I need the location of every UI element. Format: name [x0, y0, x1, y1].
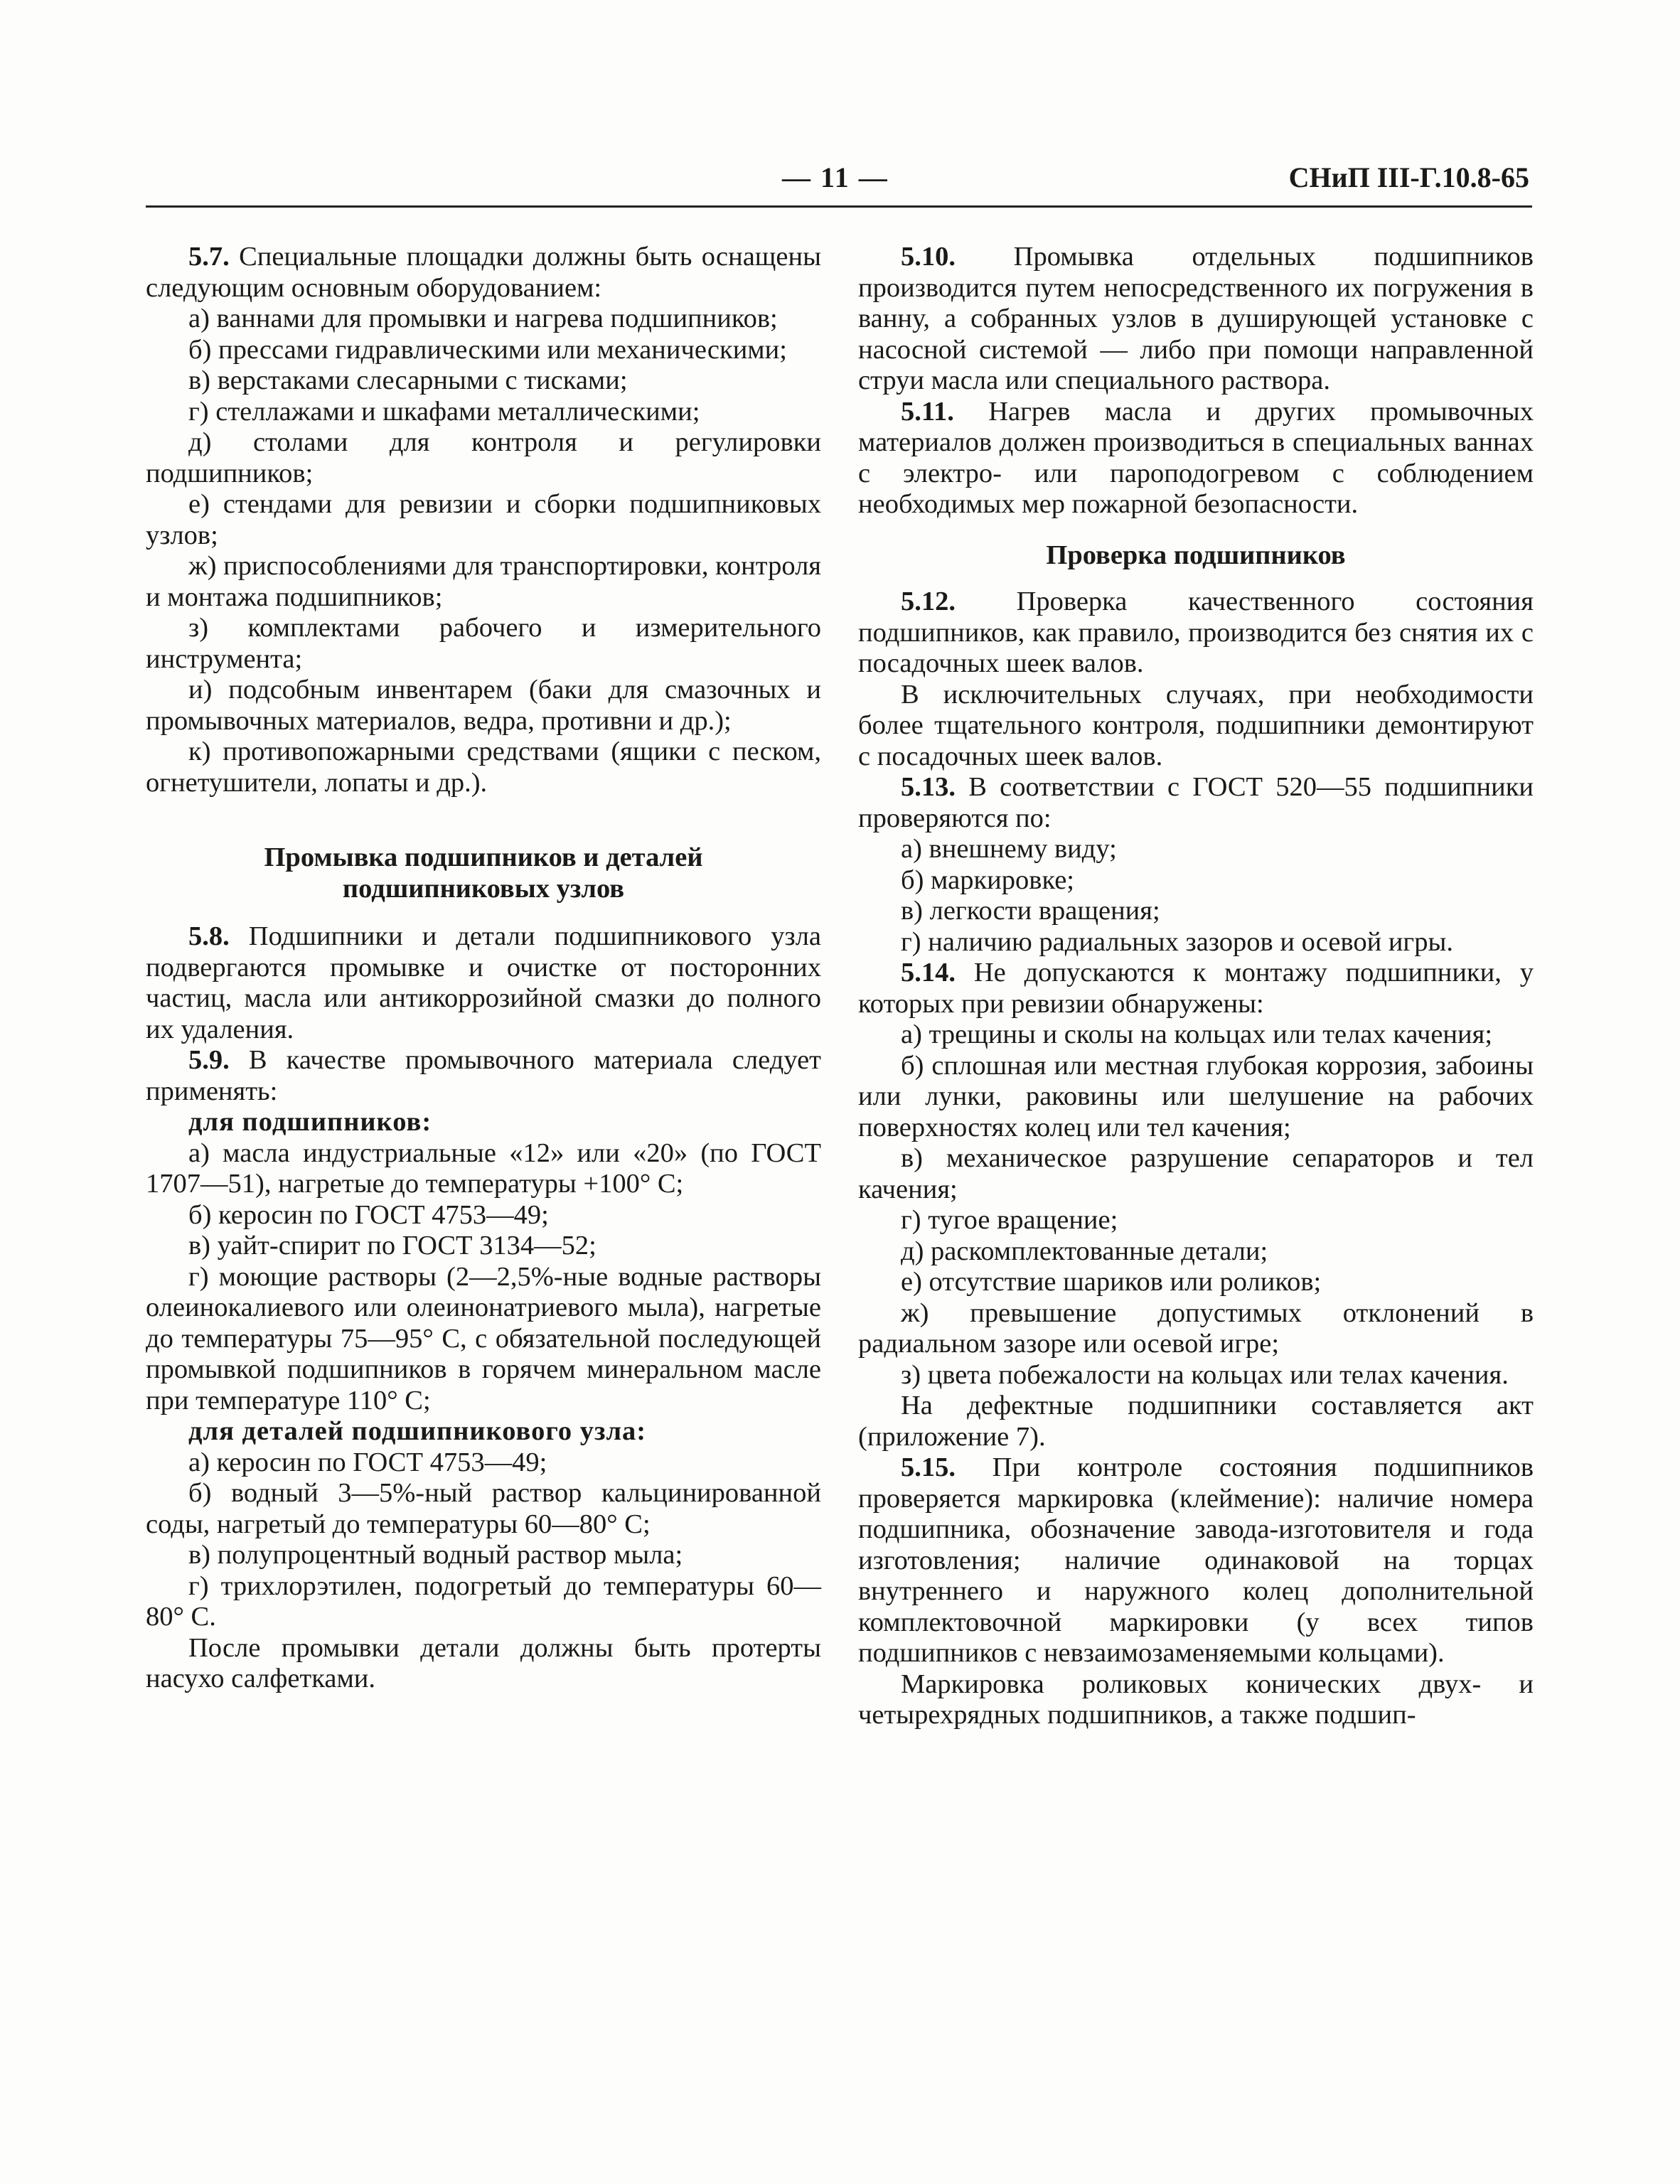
section-heading-washing: Промывка подшипников и деталей подшипниковых узлов	[264, 842, 703, 904]
clause-5-14	[858, 958, 1534, 1019]
clause-text: При контроле состояния подшипников проверяется маркировка (клеймение): наличие номера подшипника, обозначение завода-изготовителя и года изготовления; наличие одинаковой на торцах внутреннего и наружного колец дополнительной комплектовочной маркировки (у всех типов подшипников с невзаимозаменяемыми кольцами).	[858, 1452, 1534, 1668]
clause-text: Не допускаются к монтажу подшипники, у которых при ревизии обнаружены:	[858, 958, 1534, 1019]
list-item: г) наличию радиальных зазоров и осевой игры.	[901, 926, 1453, 957]
list-item: б) прессами гидравлическими или механическими;	[188, 334, 787, 365]
list-item: и) подсобным инвентарем (баки для смазочных и промывочных материалов, ведра, противни и др.);	[146, 675, 821, 736]
list-item: б) водный 3—5%-ный раствор кальцинированной соды, нагретый до температуры 60—80° С;	[146, 1478, 821, 1539]
list-item: а) масла индустриальные «12» или «20» (по ГОСТ 1707—51), нагретые до температуры +100° С;	[146, 1138, 821, 1199]
clause-5-12	[858, 587, 1534, 680]
list-item: ж) превышение допустимых отклонений в радиальном зазоре или осевой игре;	[858, 1297, 1534, 1359]
list-item: а) внешнему виду;	[901, 834, 1117, 864]
clause-5-11	[858, 397, 1534, 520]
clause-5-10	[858, 242, 1534, 397]
clause-number: 5.12.	[901, 587, 956, 616]
paragraph: В исключительных случаях, при необходимости более тщательного контроля, подшипники демонтируют с посадочных шеек валов.	[858, 679, 1534, 771]
list-item: а) трещины и сколы на кольцах или телах качения;	[901, 1019, 1493, 1049]
list-item: д) раскомплектованные детали;	[901, 1236, 1268, 1266]
clause-number: 5.8.	[188, 921, 230, 951]
list-item: к) противопожарными средствами (ящики с песком, огнетушители, лопаты и др.).	[146, 737, 821, 798]
left-column	[146, 242, 821, 1695]
clause-text: Подшипники и детали подшипникового узла подвергаются промывке и очистке от посторонних частиц, масла или антикоррозийной смазки до полного их удаления.	[146, 921, 821, 1044]
clause-number: 5.11.	[901, 396, 954, 427]
list-item: в) уайт-спирит по ГОСТ 3134—52;	[188, 1231, 596, 1260]
list-item: д) столами для контроля и регулировки подшипников;	[146, 427, 821, 488]
sublist-label-bearings: для подшипников:	[188, 1107, 432, 1137]
clause-5-7	[146, 242, 821, 304]
clause-5-13	[858, 772, 1534, 834]
clause-number: 5.14.	[901, 958, 956, 987]
list-item: в) верстаками слесарными с тисками;	[188, 365, 628, 395]
clause-number: 5.10.	[901, 242, 956, 272]
list-item: г) моющие растворы (2—2,5%-ные водные растворы олеинокалиевого или олеинонатриевого мыла), нагретые до температуры 75—95° С, с обязательной последующей промывкой подшипников в горячем минеральном масле при температуре 110° С;	[146, 1261, 821, 1415]
list-item: в) механическое разрушение сепараторов и тел качения;	[858, 1143, 1534, 1204]
list-item: а) ваннами для промывки и нагрева подшипников;	[188, 304, 778, 333]
clause-number: 5.15.	[901, 1452, 956, 1482]
right-column	[858, 242, 1534, 1731]
section-heading-check: Проверка подшипников	[1046, 540, 1346, 570]
paragraph: На дефектные подшипники составляется акт (приложение 7).	[858, 1391, 1534, 1452]
clause-number: 5.7.	[188, 242, 230, 272]
clause-number: 5.9.	[188, 1045, 230, 1075]
list-item: ж) приспособлениями для транспортировки, контроля и монтажа подшипников;	[146, 551, 821, 612]
list-item: б) маркировке;	[901, 864, 1074, 895]
clause-5-8	[146, 921, 821, 1045]
list-item: а) керосин по ГОСТ 4753—49;	[188, 1447, 547, 1477]
paragraph: После промывки детали должны быть протерты насухо салфетками.	[146, 1632, 821, 1693]
list-item: в) полупроцентный водный раствор мыла;	[188, 1540, 683, 1570]
list-item: з) цвета побежалости на кольцах или телах качения.	[901, 1359, 1509, 1390]
list-item: г) стеллажами и шкафами металлическими;	[188, 396, 700, 427]
list-item: в) легкости вращения;	[901, 896, 1160, 926]
clause-text: Промывка отдельных подшипников производится путем непосредственного их погружения в ванну, а собранных узлов в душирующей установке с насосной системой — либо при помощи направленной струи масла или специального раствора.	[858, 242, 1534, 395]
list-item: е) стендами для ревизии и сборки подшипниковых узлов;	[146, 489, 821, 550]
paragraph: Маркировка роликовых конических двух- и четырехрядных подшипников, а также подшип-	[858, 1669, 1534, 1730]
list-item: г) трихлорэтилен, подогретый до температуры 60—80° С.	[146, 1570, 821, 1632]
sublist-label-parts: для деталей подшипникового узла:	[188, 1416, 647, 1446]
clause-number: 5.13.	[901, 772, 956, 802]
header-rule	[146, 205, 1532, 208]
clause-text: Проверка качественного состояния подшипников, как правило, производится без снятия их с посадочных шеек валов.	[858, 587, 1534, 678]
clause-5-15	[858, 1452, 1534, 1669]
page-number: — 11 —	[782, 161, 889, 193]
clause-text: Нагрев масла и других промывочных материалов должен производиться в специальных ваннах с электро- или пароподогревом с соблюдением необходимых мер пожарной безопасности.	[858, 396, 1534, 519]
clause-5-9	[146, 1045, 821, 1107]
list-item: б) сплошная или местная глубокая коррозия, забоины или лунки, раковины или шелушение на рабочих поверхностях колец или тел качения;	[858, 1050, 1534, 1142]
clause-text: В соответствии с ГОСТ 520—55 подшипники проверяются по:	[858, 772, 1534, 833]
document-code: СНиП III-Г.10.8-65	[1288, 161, 1529, 193]
clause-text: В качестве промывочного материала следует применять:	[146, 1045, 821, 1106]
clause-text: Специальные площадки должны быть оснащены следующим основным оборудованием:	[146, 242, 821, 303]
list-item: з) комплектами рабочего и измерительного инструмента;	[146, 613, 821, 674]
list-item: г) тугое вращение;	[901, 1205, 1118, 1235]
list-item: е) отсутствие шариков или роликов;	[901, 1267, 1322, 1297]
list-item: б) керосин по ГОСТ 4753—49;	[188, 1199, 549, 1230]
